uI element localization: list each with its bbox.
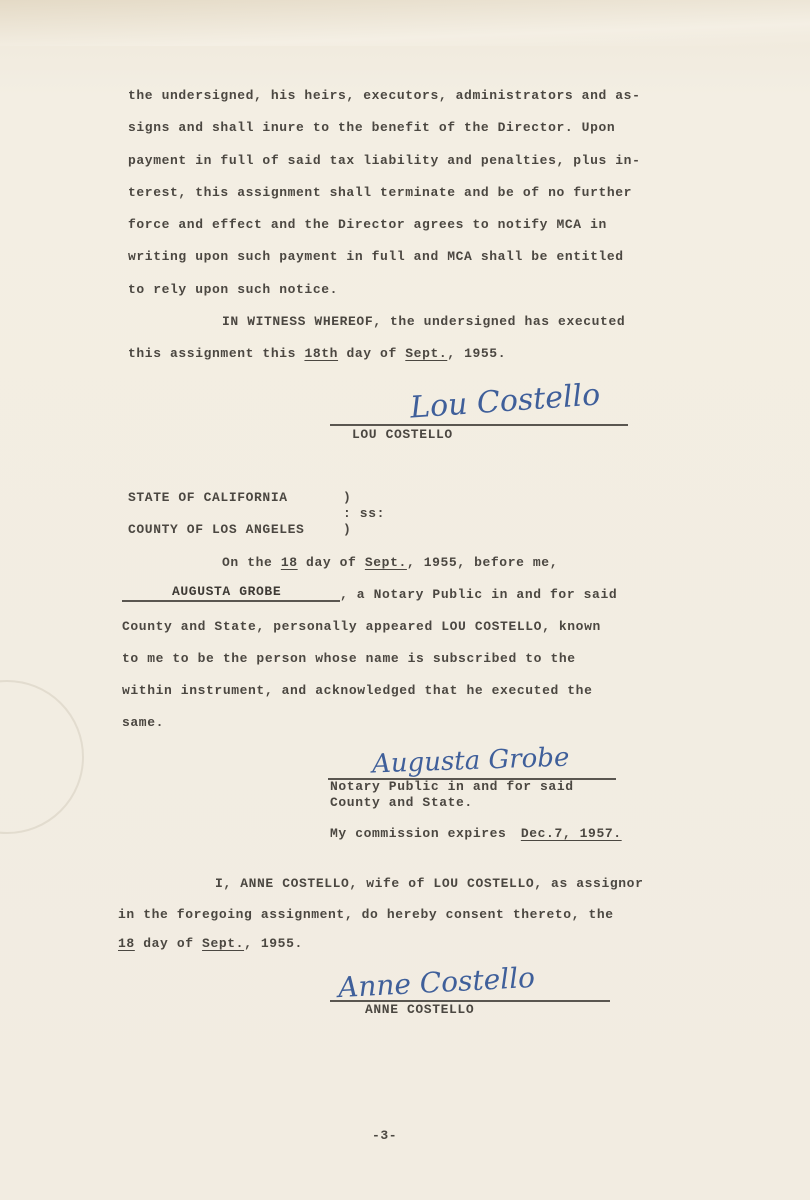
- consent-text-mid: day of: [143, 936, 194, 951]
- notary-title-1: Notary Public in and for said: [330, 779, 574, 794]
- body-line-6: writing upon such payment in full and MCA shall be entitled: [128, 249, 624, 264]
- ack-line-4: to me to be the person whose name is subscribed to the: [122, 651, 576, 666]
- body-line-1: the undersigned, his heirs, executors, administrators and as-: [128, 88, 641, 103]
- notary-seal-emboss: [0, 680, 84, 834]
- venue-state: STATE OF CALIFORNIA: [128, 490, 288, 505]
- witness-month: Sept.: [405, 346, 448, 361]
- consent-line-1: I, ANNE COSTELLO, wife of LOU COSTELLO, as assignor: [215, 876, 644, 891]
- lou-signature-line: [330, 424, 628, 426]
- augusta-grobe-signature: Augusta Grobe: [371, 742, 570, 780]
- body-line-5: force and effect and the Director agrees to notify MCA in: [128, 217, 607, 232]
- ack-line-1: [222, 555, 558, 570]
- consent-text-post: , 1955.: [244, 936, 303, 951]
- anne-typed-name: ANNE COSTELLO: [365, 1002, 475, 1017]
- body-line-3: payment in full of said tax liability and penalties, plus in-: [128, 153, 641, 168]
- ack-month: Sept.: [364, 555, 407, 570]
- body-line-7: to rely upon such notice.: [128, 282, 339, 297]
- venue-county: COUNTY OF LOS ANGELES: [128, 522, 305, 537]
- ack-line-6: same.: [122, 715, 165, 730]
- venue-bracket-top: ): [343, 490, 352, 505]
- commission-date: Dec.7, 1957.: [520, 826, 622, 841]
- consent-month: Sept.: [202, 936, 245, 951]
- witness-text-post: , 1955.: [447, 346, 507, 361]
- venue-bracket-bottom: ): [343, 522, 352, 537]
- commission-label: My commission expires: [330, 826, 507, 841]
- lou-typed-name: LOU COSTELLO: [352, 427, 453, 442]
- page-number: -3-: [372, 1128, 398, 1143]
- commission-line: [330, 826, 622, 841]
- notary-name-fill: AUGUSTA GROBE: [172, 584, 282, 599]
- witness-line-2: [128, 346, 506, 361]
- lou-costello-signature: Lou Costello: [409, 377, 602, 426]
- ack-text-post: , 1955, before me,: [406, 555, 559, 570]
- consent-line-2: in the foregoing assignment, do hereby consent thereto, the: [118, 907, 614, 922]
- ack-day: 18: [280, 555, 298, 570]
- notary-title-2: County and State.: [330, 795, 473, 810]
- notary-name-line: [122, 600, 340, 602]
- witness-line-1: IN WITNESS WHEREOF, the undersigned has executed: [222, 314, 626, 329]
- body-line-4: terest, this assignment shall terminate and be of no further: [128, 185, 633, 200]
- witness-text-pre: this assignment this: [128, 346, 297, 361]
- ack-line-5: within instrument, and acknowledged that he executed the: [122, 683, 593, 698]
- venue-ss: : ss:: [343, 506, 386, 521]
- ack-line-2-post: , a Notary Public in and for said: [340, 587, 618, 602]
- ack-line-3: County and State, personally appeared LOU COSTELLO, known: [122, 619, 601, 634]
- consent-day: 18: [118, 936, 135, 951]
- body-line-2: signs and shall inure to the benefit of the Director. Upon: [128, 120, 616, 135]
- witness-text-mid: day of: [346, 346, 397, 361]
- ack-text-mid: day of: [306, 555, 357, 570]
- witness-day: 18th: [304, 346, 339, 361]
- paper-fold-shadow: [0, 0, 810, 46]
- anne-costello-signature: Anne Costello: [337, 960, 536, 1005]
- consent-line-3: [118, 936, 303, 951]
- ack-text-pre: On the: [222, 555, 273, 570]
